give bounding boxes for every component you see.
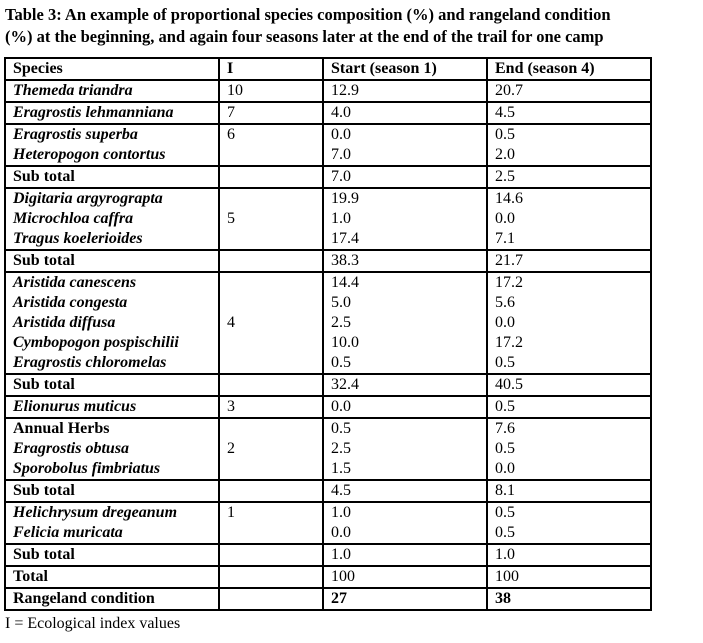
cell-end <box>487 502 651 544</box>
start-value: 1.5 <box>331 460 351 477</box>
start-value: 17.4 <box>331 230 359 247</box>
start-value: 0.0 <box>331 126 351 143</box>
ecological-index-value <box>227 251 318 271</box>
ecological-index-value <box>227 459 318 479</box>
end-value: 2.0 <box>495 146 515 163</box>
header-end-season-4: End (season 4) <box>487 58 651 80</box>
cell-species <box>5 544 219 566</box>
end-value: 5.6 <box>495 294 515 311</box>
cell-i <box>219 124 323 166</box>
cell-start <box>323 396 487 418</box>
cell-i <box>219 544 323 566</box>
species-name: Microchloa caffra <box>13 210 134 227</box>
cell-end <box>487 124 651 166</box>
end-value: 1.0 <box>495 546 515 563</box>
cell-species <box>5 418 219 480</box>
ecological-index-value: 6 <box>227 126 235 143</box>
cell-i <box>219 588 323 610</box>
table-caption-line-1: Table 3: An example of proportional species composition (%) and rangeland condition <box>5 5 611 24</box>
ecological-index-value <box>227 545 318 565</box>
cell-start <box>323 124 487 166</box>
cell-species <box>5 588 219 610</box>
species-name: Felicia muricata <box>13 524 123 541</box>
cell-end <box>487 250 651 272</box>
cell-start <box>323 502 487 544</box>
ecological-index-value: 4 <box>227 314 235 331</box>
end-value: 38 <box>495 590 511 607</box>
table-row <box>5 124 651 166</box>
cell-species <box>5 80 219 102</box>
cell-start <box>323 272 487 374</box>
start-value: 0.0 <box>331 398 351 415</box>
end-value: 0.0 <box>495 460 515 477</box>
cell-species <box>5 166 219 188</box>
cell-species <box>5 250 219 272</box>
table-footnote: I = Ecological index values <box>5 615 181 632</box>
cell-end <box>487 588 651 610</box>
start-value: 0.5 <box>331 354 351 371</box>
cell-start <box>323 166 487 188</box>
cell-start <box>323 544 487 566</box>
ecological-index-value <box>227 333 318 353</box>
species-name: Heteropogon contortus <box>13 146 166 163</box>
species-name: Total <box>13 568 48 585</box>
start-value: 0.5 <box>331 420 351 437</box>
species-name: Eragrostis lehmanniana <box>13 104 174 121</box>
end-value: 7.1 <box>495 230 515 247</box>
cell-end <box>487 102 651 124</box>
cell-start <box>323 480 487 502</box>
species-name: Tragus koelerioides <box>13 230 143 247</box>
cell-start <box>323 80 487 102</box>
table-row <box>5 418 651 480</box>
start-value: 10.0 <box>331 334 359 351</box>
species-composition-table <box>4 57 652 611</box>
start-value: 38.3 <box>331 252 359 269</box>
end-value: 17.2 <box>495 274 523 291</box>
end-value: 20.7 <box>495 82 523 99</box>
cell-end <box>487 480 651 502</box>
end-value: 2.5 <box>495 168 515 185</box>
cell-species <box>5 272 219 374</box>
species-name: Sporobolus fimbriatus <box>13 460 161 477</box>
species-name: Sub total <box>13 252 75 269</box>
species-name: Aristida canescens <box>13 274 137 291</box>
cell-i <box>219 502 323 544</box>
ecological-index-value <box>227 375 318 395</box>
cell-end <box>487 272 651 374</box>
species-name: Sub total <box>13 546 75 563</box>
start-value: 14.4 <box>331 274 359 291</box>
table-caption <box>5 4 703 48</box>
end-value: 0.5 <box>495 126 515 143</box>
species-name: Aristida diffusa <box>13 314 116 331</box>
start-value: 32.4 <box>331 376 359 393</box>
start-value: 0.0 <box>331 524 351 541</box>
ecological-index-value: 7 <box>227 104 235 121</box>
ecological-index-value <box>227 419 318 439</box>
document-page <box>0 4 703 643</box>
species-name: Helichrysum dregeanum <box>13 504 178 521</box>
start-value: 7.0 <box>331 168 351 185</box>
end-value: 0.5 <box>495 440 515 457</box>
cell-species <box>5 188 219 250</box>
start-value: 100 <box>331 568 355 585</box>
cell-species <box>5 566 219 588</box>
cell-end <box>487 396 651 418</box>
cell-i <box>219 374 323 396</box>
table-row <box>5 396 651 418</box>
ecological-index-value <box>227 273 318 293</box>
cell-i <box>219 166 323 188</box>
ecological-index-value <box>227 167 318 187</box>
ecological-index-value: 1 <box>227 504 235 521</box>
cell-i <box>219 102 323 124</box>
species-name: Sub total <box>13 168 75 185</box>
cell-start <box>323 588 487 610</box>
species-name: Rangeland condition <box>13 590 155 607</box>
cell-i <box>219 480 323 502</box>
cell-species <box>5 124 219 166</box>
cell-i <box>219 272 323 374</box>
ecological-index-value: 5 <box>227 210 235 227</box>
header-row <box>5 58 651 80</box>
cell-species <box>5 102 219 124</box>
cell-i <box>219 566 323 588</box>
end-value: 0.5 <box>495 524 515 541</box>
start-value: 19.9 <box>331 190 359 207</box>
species-name: Sub total <box>13 482 75 499</box>
species-name: Elionurus muticus <box>13 398 137 415</box>
table-row <box>5 166 651 188</box>
table-row <box>5 80 651 102</box>
start-value: 7.0 <box>331 146 351 163</box>
start-value: 1.0 <box>331 546 351 563</box>
cell-i <box>219 80 323 102</box>
cell-end <box>487 418 651 480</box>
end-value: 0.0 <box>495 210 515 227</box>
species-name: Digitaria argyrograpta <box>13 190 163 207</box>
start-value: 1.0 <box>331 210 351 227</box>
cell-species <box>5 502 219 544</box>
cell-i <box>219 188 323 250</box>
table-row <box>5 544 651 566</box>
cell-start <box>323 250 487 272</box>
header-ecological-index: I <box>219 58 323 80</box>
ecological-index-value <box>227 523 318 543</box>
table-row <box>5 188 651 250</box>
species-name: Eragrostis chloromelas <box>13 354 167 371</box>
species-name: Eragrostis superba <box>13 126 138 143</box>
ecological-index-value <box>227 189 318 209</box>
table-row <box>5 102 651 124</box>
species-name: Sub total <box>13 376 75 393</box>
ecological-index-value <box>227 229 318 249</box>
table-row <box>5 588 651 610</box>
ecological-index-value: 3 <box>227 398 235 415</box>
start-value: 1.0 <box>331 504 351 521</box>
table-row <box>5 502 651 544</box>
species-name: Eragrostis obtusa <box>13 440 130 457</box>
ecological-index-value <box>227 567 318 587</box>
cell-i <box>219 418 323 480</box>
ecological-index-value <box>227 145 318 165</box>
end-value: 4.5 <box>495 104 515 121</box>
ecological-index-value <box>227 589 318 609</box>
table-row <box>5 480 651 502</box>
end-value: 100 <box>495 568 519 585</box>
cell-start <box>323 102 487 124</box>
header-species: Species <box>5 58 219 80</box>
cell-end <box>487 544 651 566</box>
cell-end <box>487 188 651 250</box>
table-row <box>5 250 651 272</box>
end-value: 7.6 <box>495 420 515 437</box>
cell-start <box>323 374 487 396</box>
cell-i <box>219 250 323 272</box>
cell-start <box>323 418 487 480</box>
end-value: 14.6 <box>495 190 523 207</box>
table-row <box>5 272 651 374</box>
ecological-index-value <box>227 481 318 501</box>
start-value: 5.0 <box>331 294 351 311</box>
header-start-season-1: Start (season 1) <box>323 58 487 80</box>
end-value: 0.5 <box>495 354 515 371</box>
cell-species <box>5 374 219 396</box>
ecological-index-value: 2 <box>227 440 235 457</box>
cell-start <box>323 566 487 588</box>
ecological-index-value <box>227 293 318 313</box>
species-name: Annual Herbs <box>13 420 110 437</box>
cell-species <box>5 396 219 418</box>
start-value: 2.5 <box>331 440 351 457</box>
end-value: 40.5 <box>495 376 523 393</box>
start-value: 4.5 <box>331 482 351 499</box>
species-name: Aristida congesta <box>13 294 128 311</box>
start-value: 12.9 <box>331 82 359 99</box>
ecological-index-value: 10 <box>227 82 243 99</box>
ecological-index-value <box>227 353 318 373</box>
end-value: 0.5 <box>495 504 515 521</box>
end-value: 17.2 <box>495 334 523 351</box>
cell-end <box>487 374 651 396</box>
table-caption-line-2: (%) at the beginning, and again four seasons later at the end of the trail for one camp <box>5 27 604 46</box>
cell-species <box>5 480 219 502</box>
cell-end <box>487 80 651 102</box>
cell-end <box>487 566 651 588</box>
start-value: 27 <box>331 590 347 607</box>
table-row <box>5 374 651 396</box>
end-value: 21.7 <box>495 252 523 269</box>
table-row <box>5 566 651 588</box>
species-name: Themeda triandra <box>13 82 133 99</box>
start-value: 4.0 <box>331 104 351 121</box>
species-name: Cymbopogon pospischilii <box>13 334 179 351</box>
end-value: 0.0 <box>495 314 515 331</box>
cell-i <box>219 396 323 418</box>
end-value: 8.1 <box>495 482 515 499</box>
end-value: 0.5 <box>495 398 515 415</box>
start-value: 2.5 <box>331 314 351 331</box>
cell-start <box>323 188 487 250</box>
species-table-body <box>5 80 651 610</box>
cell-end <box>487 166 651 188</box>
